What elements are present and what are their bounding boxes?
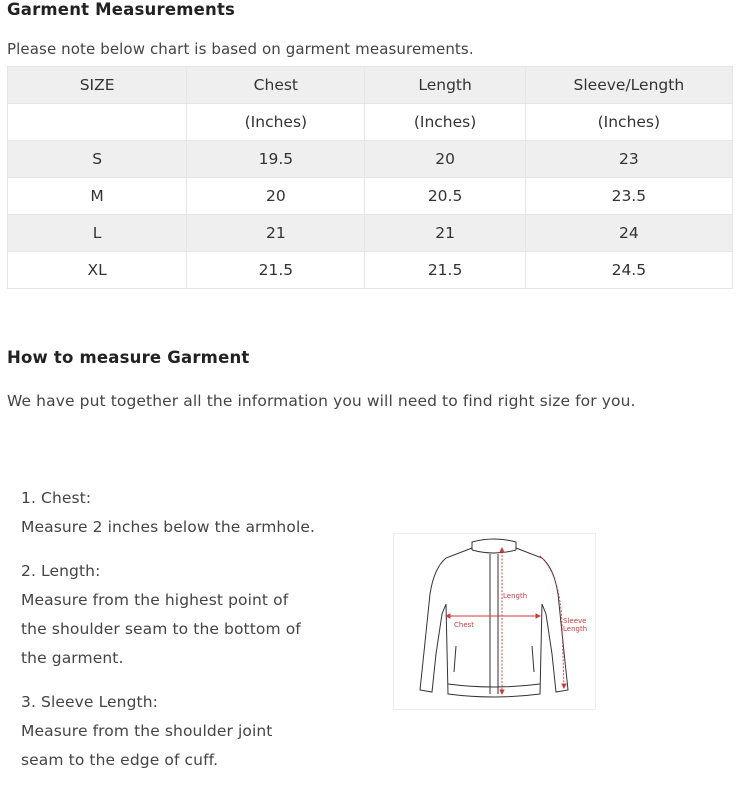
pocket-line [454,646,456,672]
length-label: Length [503,592,528,600]
measurement-steps [21,484,381,790]
hem-line [448,684,540,687]
step-sleeve-length [21,688,381,775]
length-cell: 20 [365,141,525,178]
table-units-row [8,104,733,141]
collar-outline [472,539,516,550]
step-line: the garment. [21,649,124,667]
arrow-head [536,614,540,618]
arrow-head [562,684,566,688]
arrow-head [500,690,504,694]
page-title: Garment Measurements [7,0,236,19]
step-heading: 3. Sleeve Length: [21,693,158,711]
sleeve-cell: 24 [525,215,732,252]
table-row [8,215,733,252]
table-row [8,141,733,178]
unit-chest: (Inches) [187,104,365,141]
length-cell: 21 [365,215,525,252]
table-row [8,252,733,289]
size-cell: XL [8,252,187,289]
step-length [21,557,381,673]
howto-intro: We have put together all the information you will need to find right size for you. [7,392,636,410]
header-size: SIZE [8,67,187,104]
size-cell: M [8,178,187,215]
step-chest [21,484,381,542]
chest-cell: 19.5 [187,141,365,178]
table-header-row [8,67,733,104]
unit-sleeve-length: (Inches) [525,104,732,141]
jacket-body-outline [420,548,568,697]
header-length: Length [365,67,525,104]
sleeve-cell: 23.5 [525,178,732,215]
table-row [8,178,733,215]
size-chart-table [7,66,733,289]
step-line: the shoulder seam to the bottom of [21,620,301,638]
size-cell: S [8,141,187,178]
length-cell: 21.5 [365,252,525,289]
step-line: Measure 2 inches below the armhole. [21,518,316,536]
howto-title: How to measure Garment [7,348,250,367]
header-sleeve-length: Sleeve/Length [525,67,732,104]
chest-cell: 21 [187,215,365,252]
sleeve-cell: 23 [525,141,732,178]
header-chest: Chest [187,67,365,104]
pocket-line [532,646,534,672]
step-heading: 2. Length: [21,562,101,580]
jacket-measurement-diagram [393,533,596,710]
arrow-head [500,548,504,552]
sleeve-cell: 24.5 [525,252,732,289]
unit-length: (Inches) [365,104,525,141]
step-line: Measure from the highest point of [21,591,289,609]
length-cell: 20.5 [365,178,525,215]
chest-cell: 20 [187,178,365,215]
chest-cell: 21.5 [187,252,365,289]
chart-note: Please note below chart is based on garment measurements. [7,40,474,58]
step-line: seam to the edge of cuff. [21,751,219,769]
chest-label: Chest [454,621,475,629]
sleeve-label: Sleeve [563,617,587,625]
collar-line [472,550,516,553]
step-heading: 1. Chest: [21,489,92,507]
jacket-illustration [394,534,595,709]
step-line: Measure from the shoulder joint [21,722,273,740]
size-cell: L [8,215,187,252]
unit-size [8,104,187,141]
sleeve-length-label: Length [563,625,588,633]
